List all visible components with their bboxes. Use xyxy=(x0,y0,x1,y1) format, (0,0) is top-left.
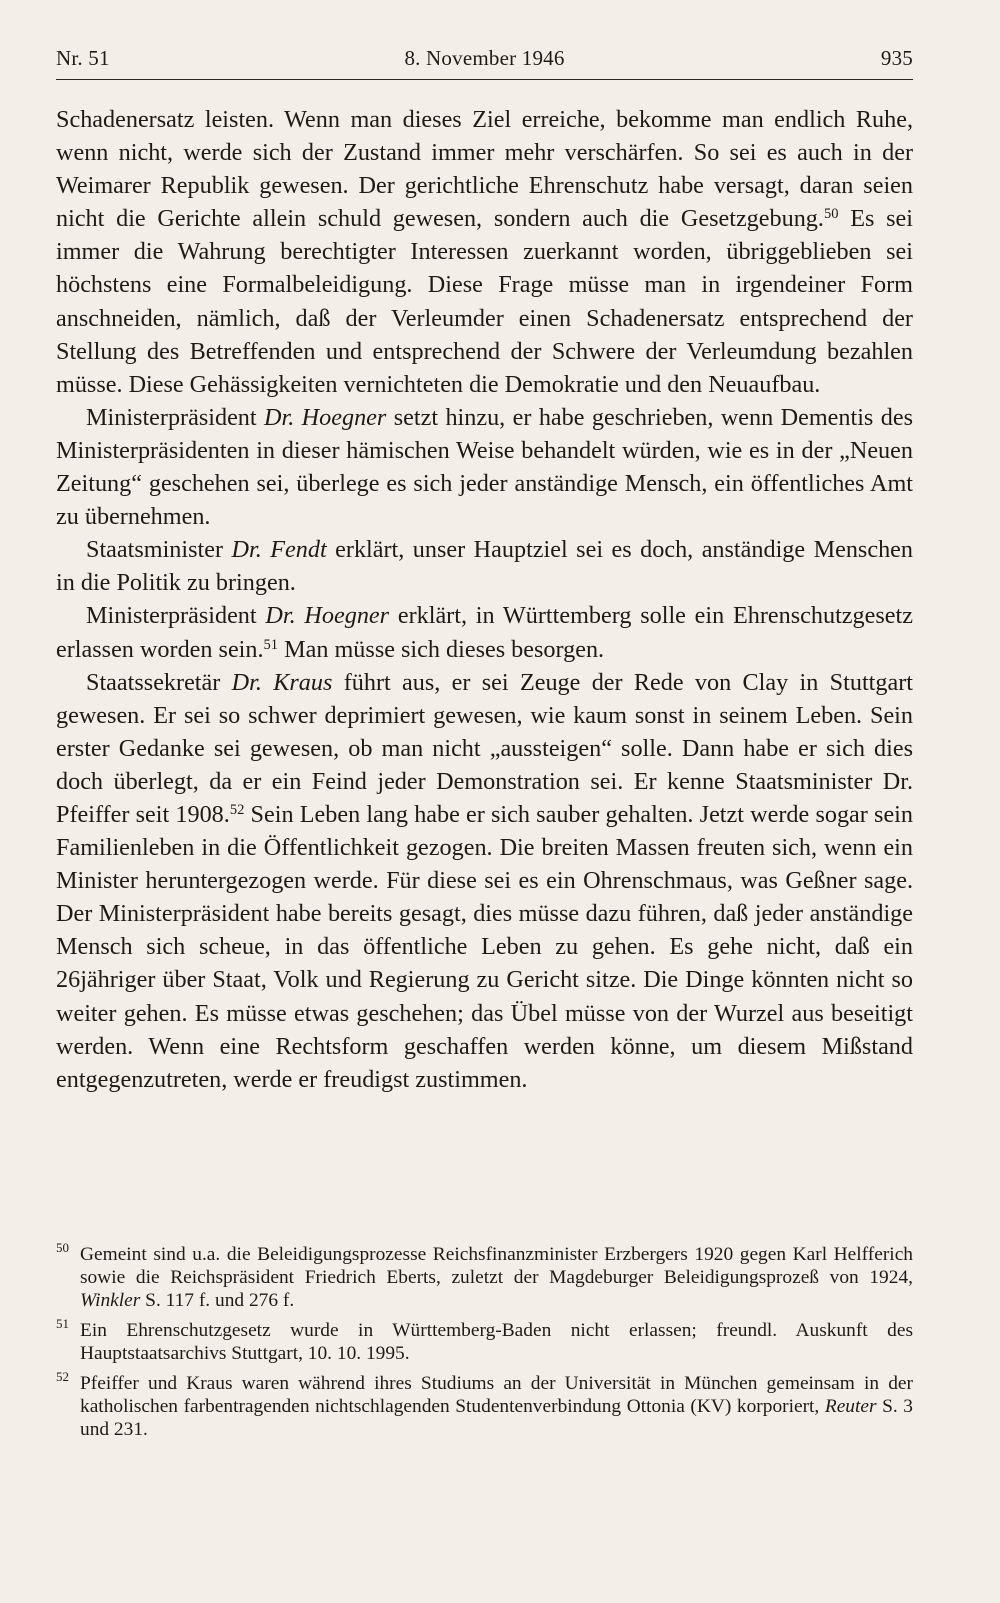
page-number: 935 xyxy=(880,46,913,70)
footnote: 52 Pfeiffer und Kraus waren während ihres Studiums an der Universität in München gemeinsam in der katholischen farbentragenden nichtschlagenden Studentenverbindung Ottonia (KV) korporiert, Reuter S. 3 und 231. xyxy=(56,1369,913,1440)
paragraph-4: Ministerpräsident Dr. Hoegner erklärt, in Württemberg solle ein Ehrenschutzgesetz erlassen worden sein.$^{51}$ Man müsse sich dieses besorgen. xyxy=(56,602,913,663)
footnote-ref-52: 52 xyxy=(229,801,245,818)
citation-author: Reuter xyxy=(824,1396,877,1417)
paragraph-3: Staatsminister Dr. Fendt erklärt, unser Hauptziel sei es doch, anständige Menschen in die Politik zu bringen. xyxy=(56,536,914,597)
footnote-number: 52 xyxy=(56,1369,69,1384)
paragraph-1: Schadenersatz leisten. Wenn man dieses Ziel erreiche, bekomme man endlich Ruhe, wenn nicht, werde sich der Zustand immer mehr verschärfen. So sei es auch in der Weimarer Republik gewesen. Der gerichtliche Ehrenschutz habe versagt, daran seien nicht die Gerichte allein schuld gewesen, sondern auch die Gesetzgebung.$^{50}$ Es sei immer die Wahrung berechtigter Interessen zuerkannt worden, übriggeblieben sei höchstens eine Formalbeleidigung. Diese Frage müsse man in irgendeiner Form anschneiden, nämlich, daß der Verleumder einen Schadenersatz entsprechend der Stellung des Betreffenden und entsprechend der Schwere der Verleumdung bezahlen müsse. Diese Gehässigkeiten vernichteten die Demokratie und den Neuaufbau. xyxy=(56,106,914,398)
footnote: 51 Ein Ehrenschutzgesetz wurde in Württemberg-Baden nicht erlassen; freundl. Auskunft des Hauptstaatsarchivs Stuttgart, 10. 10. 1995. xyxy=(56,1316,913,1364)
paragraph-5: Staatssekretär Dr. Kraus führt aus, er sei Zeuge der Rede von Clay in Stuttgart gewesen. Er sei so schwer deprimiert gewesen, wie kaum sonst in seinem Leben. Sein erster Gedanke sei gewesen, ob man nicht „aussteigen“ solle. Dann habe er sich dies doch überlegt, da er ein Feind jeder Demonstration sei. Er kenne Staatsminister Dr. Pfeiffer seit 1908.52 Sein Leben lang habe er sich sauber gehalten. Jetzt werde sogar sein Familienleben in die Öffentlichkeit gezogen. Die breiten Massen freuten sich, wenn ein Minister heruntergezogen werde. Für diese sei es ein Ohrenschmaus, was Geßner sage. Der Ministerpräsident habe bereits gesagt, dies müsse dazu führen, daß jeder anständige Mensch sich scheue, in das öffentliche Leben zu gehen. Es gehe nicht, daß ein 26jähriger über Staat, Volk und Regierung zu Gericht sitze. Die Dinge könnten nicht so weiter gehen. Es müsse etwas geschehen; das Übel müsse von der Wurzel aus beseitigt werden. Wenn eine Rechtsform geschaffen werden könne, um diesem Mißstand entgegenzutreten, werde er freudigst zustimmen. xyxy=(56,668,914,1093)
speaker-name: Dr. Hoegner xyxy=(264,403,387,431)
header-rule xyxy=(56,79,913,80)
main-text xyxy=(56,103,913,1096)
footnote-number: 51 xyxy=(56,1316,69,1331)
header-date: 8. November 1946 xyxy=(404,46,565,70)
footnotes xyxy=(56,1240,913,1448)
speaker-name: Dr. Kraus xyxy=(231,668,333,696)
issue-number: Nr. 51 xyxy=(56,46,110,70)
footnote-ref-50: 50 xyxy=(823,206,839,223)
footnote: 50 Gemeint sind u.a. die Beleidigungsprozesse Reichsfinanzminister Erzbergers 1920 gegen Karl Helfferich sowie die Reichspräsident Friedrich Eberts, zuletzt der Magdeburger Beleidigungsprozeß von 1924, Winkler S. 117 f. und 276 f. xyxy=(56,1240,913,1311)
footnote-ref-51: 51 xyxy=(263,636,279,653)
speaker-name: Dr. Fendt xyxy=(231,536,327,564)
speaker-name: Dr. Hoegner xyxy=(265,602,390,630)
citation-author: Winkler xyxy=(80,1290,141,1311)
footnote-number: 50 xyxy=(56,1240,69,1255)
paragraph-2: Ministerpräsident Dr. Hoegner setzt hinzu, er habe geschrieben, wenn Dementis des Ministerpräsidenten in dieser hämischen Weise behandelt würden, wie es in der „Neuen Zeitung“ geschehen sei, überlege es sich jeder anständige Mensch, ein öffentliches Amt zu übernehmen. xyxy=(56,403,913,531)
